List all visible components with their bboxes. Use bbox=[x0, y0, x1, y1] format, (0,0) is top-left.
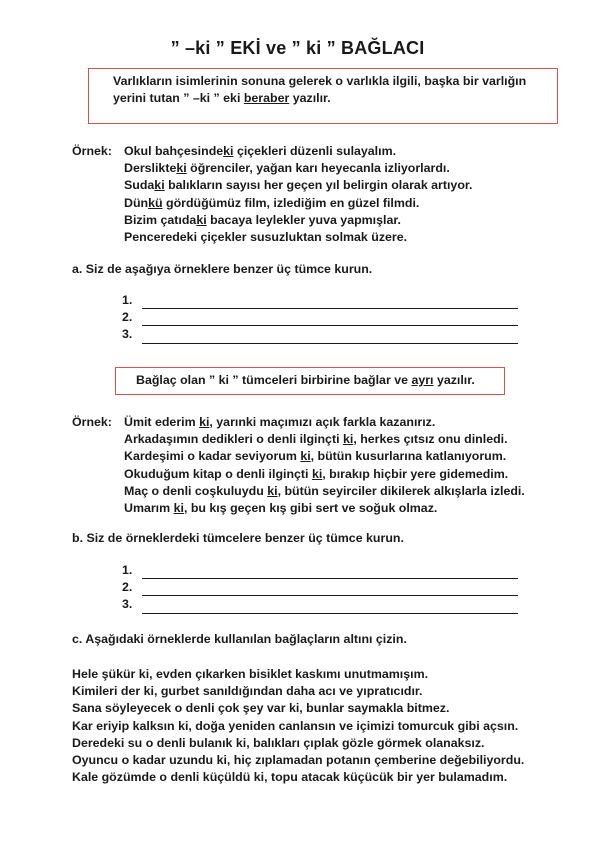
answer-line[interactable] bbox=[142, 601, 518, 614]
answer-line[interactable] bbox=[142, 296, 518, 309]
examples-conjunction bbox=[72, 414, 525, 517]
answer-row[interactable] bbox=[122, 579, 518, 596]
answer-line[interactable] bbox=[142, 566, 518, 579]
answer-row[interactable] bbox=[122, 562, 518, 579]
example-label: Örnek: bbox=[72, 415, 112, 429]
rule-text: yerini tutan ” –ki ” eki bbox=[113, 91, 244, 105]
answer-row[interactable] bbox=[122, 292, 518, 309]
answer-line[interactable] bbox=[142, 313, 518, 326]
rule-box-suffix bbox=[88, 68, 558, 124]
answer-line[interactable] bbox=[142, 583, 518, 596]
example-line: Bizim çatıdaki bacaya leylekler yuva yapmışlar. bbox=[124, 212, 401, 227]
sentence-line: Kimileri der ki, gurbet sanıldığından daha acı ve yıpratıcıdır. bbox=[72, 684, 423, 699]
task-b-instruction: b. Siz de örneklerdeki tümcelere benzer üç tümce kurun. bbox=[72, 531, 404, 545]
rule-underlined-word: beraber bbox=[243, 91, 290, 105]
rule-text: yazılır. bbox=[289, 91, 331, 105]
sentence-line: Deredeki su o denli bulanık ki, balıkları çıplak gözle görmek olanaksız. bbox=[72, 735, 485, 750]
example-label: Örnek: bbox=[72, 144, 112, 158]
task-c-sentences bbox=[72, 666, 524, 786]
task-c-instruction: c. Aşağıdaki örneklerde kullanılan bağlaçların altını çizin. bbox=[72, 632, 407, 646]
answer-lines-b[interactable] bbox=[122, 562, 518, 614]
rule-box-conjunction bbox=[115, 367, 505, 395]
examples-suffix bbox=[72, 143, 472, 246]
answer-number: 3. bbox=[122, 597, 133, 612]
answer-number: 3. bbox=[122, 327, 133, 342]
example-line: Okuduğum kitap o denli ilginçti ki, bırakıp hiçbir yere gidemedim. bbox=[124, 466, 509, 481]
sentence-line: Sana söyleyecek o denli çok şey var ki, bunlar saymakla bitmez. bbox=[72, 701, 450, 716]
example-line: Sudaki balıkların sayısı her geçen yıl belirgin olarak artıyor. bbox=[124, 178, 473, 193]
example-line: Umarım ki, bu kış geçen kış gibi sert ve soğuk olmaz. bbox=[124, 501, 438, 516]
example-line: Örnek: Ümit ederim ki, yarınki maçımızı açık farkla kazanırız. bbox=[72, 414, 525, 431]
sentence-line: Oyuncu o kadar uzundu ki, hiç zıplamadan potanın çemberine değebiliyordu. bbox=[72, 753, 525, 768]
rule-underlined-word: ayrı bbox=[411, 373, 434, 387]
answer-row[interactable] bbox=[122, 326, 518, 343]
answer-row[interactable] bbox=[122, 596, 518, 613]
answer-line[interactable] bbox=[142, 331, 518, 344]
answer-lines-a[interactable] bbox=[122, 292, 518, 344]
answer-number: 2. bbox=[122, 310, 133, 325]
example-line: Arkadaşımın dedikleri o denli ilginçti ki, herkes çıtsız onu dinledi. bbox=[124, 432, 508, 447]
answer-number: 1. bbox=[122, 292, 133, 307]
answer-row[interactable] bbox=[122, 309, 518, 326]
sentence-line: Kale gözümde o denli küçüldü ki, topu atacak küçücük bir yer bulamadım. bbox=[72, 770, 508, 785]
answer-number: 1. bbox=[122, 562, 133, 577]
rule-line-2 bbox=[113, 90, 557, 107]
sentence-line: Hele şükür ki, evden çıkarken bisiklet kaskımı unutmamışım. bbox=[72, 667, 429, 681]
task-a-instruction: a. Siz de aşağıya örneklere benzer üç tümce kurun. bbox=[72, 262, 373, 276]
example-line: Maç o denli coşkuluydu ki, bütün seyirciler dikilerek alkışlarla izledi. bbox=[124, 483, 525, 498]
example-line: Kardeşimi o kadar seviyorum ki, bütün kusurlarına katlanıyorum. bbox=[124, 449, 507, 464]
answer-number: 2. bbox=[122, 580, 133, 595]
rule-text: yazılır. bbox=[433, 373, 475, 387]
example-line: Derslikteki öğrenciler, yağan karı heyecanla izliyorlardı. bbox=[124, 161, 450, 176]
example-line: Penceredeki çiçekler susuzluktan solmak üzere. bbox=[124, 230, 408, 245]
rule-text: Bağlaç olan ” ki ” tümceleri birbirine bağlar ve bbox=[136, 373, 412, 387]
sentence-line: Kar eriyip kalksın ki, doğa yeniden canlansın ve içimizi tomurcuk gibi açsın. bbox=[72, 718, 519, 733]
example-line: Dünkü gördüğümüz film, izlediğim en güzel filmdi. bbox=[124, 195, 420, 210]
page-title: ” –ki ” EKİ ve ” ki ” BAĞLACI bbox=[170, 38, 425, 58]
example-line: Örnek: Okul bahçesindeki çiçekleri düzenli sulayalım. bbox=[72, 143, 472, 160]
rule-line-1: Varlıkların isimlerinin sonuna gelerek o varlıkla ilgili, başka bir varlığın bbox=[113, 74, 527, 88]
